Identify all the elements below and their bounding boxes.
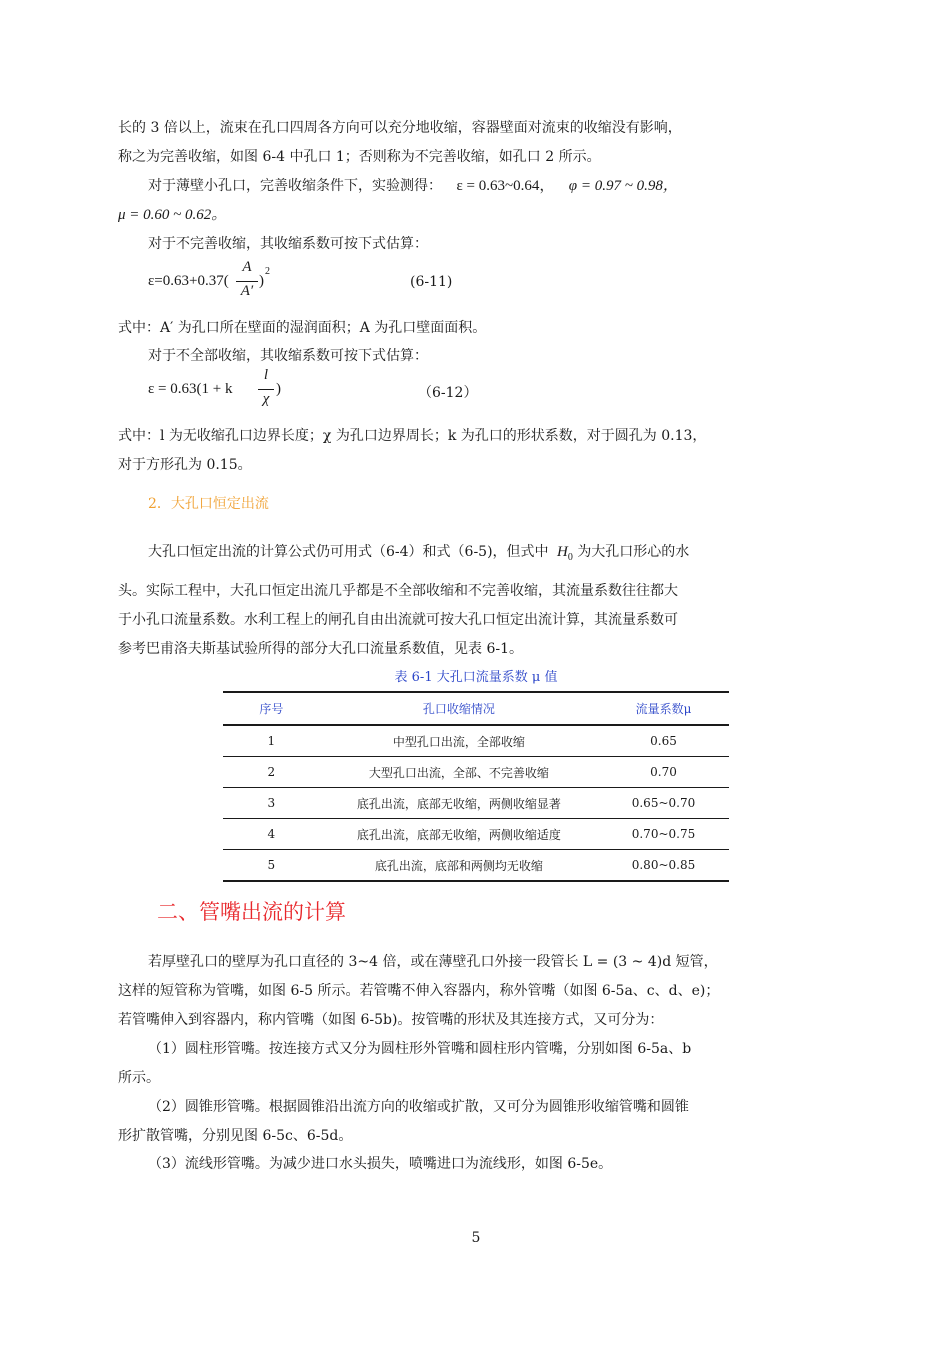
column-header: 孔口收缩情况 xyxy=(320,692,598,725)
table-cell: 1 xyxy=(223,725,320,757)
exponent: 2 xyxy=(265,266,270,277)
table-cell: 0.65 xyxy=(598,725,729,757)
equation-number: （6-12） xyxy=(418,385,478,401)
body-text-line: 称之为完善收缩，如图 6-4 中孔口 1；否则称为不完善收缩，如孔口 2 所示。 xyxy=(118,149,601,165)
body-text: 大孔口恒定出流的计算公式仍可用式（6-4）和式（6-5)，但式中 xyxy=(148,544,549,560)
body-text-line: （3）流线形管嘴。为减少进口水头损失，喷嘴进口为流线形，如图 6-5e。 xyxy=(148,1156,613,1172)
body-text-line: 于小孔口流量系数。水利工程上的闸孔自由出流就可按大孔口恒定出流计算，其流量系数可 xyxy=(118,612,678,628)
table-cell: 4 xyxy=(223,819,320,850)
page-number: 5 xyxy=(471,1230,481,1246)
flow-coefficient-table xyxy=(223,691,729,882)
table-cell: 0.70 xyxy=(598,757,729,788)
body-text: 对于薄壁小孔口，完善收缩条件下，实验测得： xyxy=(148,178,442,194)
table-cell: 0.65~0.70 xyxy=(598,788,729,819)
epsilon-value: ε = 0.63~0.64， xyxy=(456,178,555,194)
body-text-line: 对于不全部收缩，其收缩系数可按下式估算： xyxy=(148,348,428,364)
body-text: 为大孔口形心的水 xyxy=(577,544,690,560)
table-header-row xyxy=(223,692,729,725)
fraction-numerator: l xyxy=(263,367,269,383)
body-text-line: 头。实际工程中，大孔口恒定出流几乎都是不全部收缩和不完善收缩，其流量系数往往都大 xyxy=(118,583,678,599)
table-row xyxy=(223,850,729,882)
table-cell: 0.70~0.75 xyxy=(598,819,729,850)
body-text-line: 参考巴甫洛夫斯基试验所得的部分大孔口流量系数值，见表 6-1。 xyxy=(118,641,523,657)
phi-value: φ = 0.97 ~ 0.98， xyxy=(568,178,678,194)
table-row xyxy=(223,725,729,757)
fraction-denominator: A′ xyxy=(240,283,254,299)
table-cell: 底孔出流，底部无收缩，两侧收缩适度 xyxy=(320,819,598,850)
fraction-bar xyxy=(236,281,258,282)
body-text-line: 若管嘴伸入到容器内，称内管嘴（如图 6-5b)。按管嘴的形状及其连接方式，又可分为： xyxy=(118,1012,664,1028)
table-cell: 5 xyxy=(223,850,320,882)
body-text-line: 式中：l 为无收缩孔口边界长度；χ 为孔口边界周长；k 为孔口的形状系数，对于圆孔为 0.13， xyxy=(118,428,707,444)
h0-subscript: 0 xyxy=(567,551,573,563)
h0-symbol: H xyxy=(557,544,568,560)
table-cell: 中型孔口出流，全部收缩 xyxy=(320,725,598,757)
body-text-line: （1）圆柱形管嘴。按连接方式又分为圆柱形外管嘴和圆柱形内管嘴，分别如图 6-5a、b xyxy=(148,1041,692,1057)
body-text-line: 对于不完善收缩，其收缩系数可按下式估算： xyxy=(148,236,428,252)
body-text-line: 所示。 xyxy=(118,1070,160,1086)
table-cell: 3 xyxy=(223,788,320,819)
mu-value: μ = 0.60 ~ 0.62。 xyxy=(118,207,227,223)
table-cell: 底孔出流，底部无收缩，两侧收缩显著 xyxy=(320,788,598,819)
table-row xyxy=(223,819,729,850)
table-cell: 大型孔口出流，全部、不完善收缩 xyxy=(320,757,598,788)
table-cell: 0.80~0.85 xyxy=(598,850,729,882)
body-text-line: （2）圆锥形管嘴。根据圆锥沿出流方向的收缩或扩散，又可分为圆锥形收缩管嘴和圆锥 xyxy=(148,1099,689,1115)
column-header: 序号 xyxy=(223,692,320,725)
equation-rhs: ) xyxy=(276,381,281,397)
body-text-line: 这样的短管称为管嘴，如图 6-5 所示。若管嘴不伸入容器内，称外管嘴（如图 6-5a、c、d、e)； xyxy=(118,983,720,999)
body-text-line: 式中：A′ 为孔口所在壁面的湿润面积；A 为孔口壁面面积。 xyxy=(118,320,487,336)
column-header: 流量系数μ xyxy=(598,692,729,725)
table-cell: 2 xyxy=(223,757,320,788)
body-text-line: 形扩散管嘴，分别见图 6-5c、6-5d。 xyxy=(118,1128,353,1144)
table-cell: 底孔出流，底部和两侧均无收缩 xyxy=(320,850,598,882)
body-text-line: 对于方形孔为 0.15。 xyxy=(118,457,252,473)
equation-lhs: ε = 0.63(1 + k xyxy=(148,381,233,397)
body-text-line: 长的 3 倍以上，流束在孔口四周各方向可以充分地收缩，容器壁面对流束的收缩没有影响， xyxy=(118,120,682,136)
table-row xyxy=(223,788,729,819)
body-text-line xyxy=(148,176,836,196)
table-row xyxy=(223,757,729,788)
section-title: 二、管嘴出流的计算 xyxy=(157,900,346,924)
subsection-heading: 2．大孔口恒定出流 xyxy=(148,496,269,512)
equation-lhs: ε=0.63+0.37( xyxy=(148,273,229,289)
fraction-numerator: A xyxy=(242,259,252,275)
table-caption: 表 6-1 大孔口流量系数 μ 值 xyxy=(394,670,558,685)
body-text-line xyxy=(148,542,836,568)
fraction-denominator: χ xyxy=(262,391,270,407)
equation-rhs: ) xyxy=(259,273,264,289)
body-text-line: 若厚壁孔口的壁厚为孔口直径的 3~4 倍，或在薄壁孔口外接一段管长 L = (3 ~ 4)d 短管， xyxy=(148,954,718,970)
fraction-bar xyxy=(258,389,274,390)
equation-number: (6-11) xyxy=(410,274,453,290)
